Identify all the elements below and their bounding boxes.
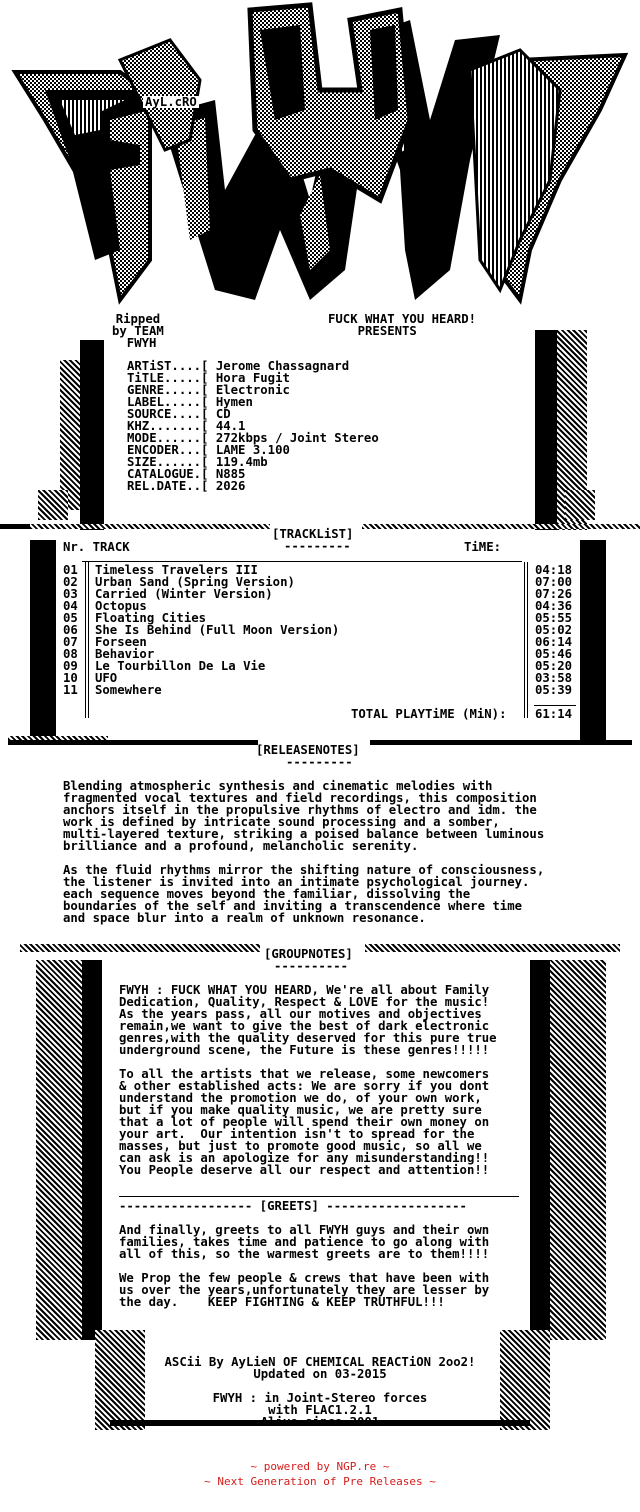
info-label: SOURCE....[: [127, 407, 209, 421]
track-name: Forseen: [95, 635, 147, 649]
greets-title: ------------------ [GREETS] -------------------: [119, 1199, 467, 1213]
logo-art: [0, 0, 640, 310]
powered-by-link[interactable]: ~ powered by NGP.re ~: [250, 1460, 390, 1473]
info-box-corner-right: [565, 490, 595, 520]
releasenotes-top-bar: [8, 740, 258, 745]
track-number: 11: [63, 683, 78, 697]
tracklist-total-rule: [534, 705, 576, 706]
track-time: 06:14: [535, 635, 573, 649]
track-list: [63, 564, 583, 696]
releasenotes-top-bar-right: [370, 740, 632, 745]
info-block: [127, 360, 379, 492]
info-label: SIZE......[: [127, 455, 209, 469]
track-name: Octopus: [95, 599, 147, 613]
track-number: 07: [63, 635, 78, 649]
updated-date: Updated on 03-2015: [253, 1367, 387, 1381]
track-name: Floating Cities: [95, 611, 207, 625]
groupnotes-title: [GROUPNOTES]: [264, 947, 353, 961]
track-number: 06: [63, 623, 78, 637]
total-playtime-value: 61:14: [535, 707, 573, 721]
ngp-tagline: ~ Next Generation of Pre Releases ~: [204, 1475, 436, 1488]
track-number: 08: [63, 647, 78, 661]
fwyh-line-3: Alive since 2001: [260, 1415, 380, 1429]
track-name: Behavior: [95, 647, 155, 661]
info-value: Jerome Chassagnard: [215, 359, 350, 373]
track-time: 07:26: [535, 587, 573, 601]
groupnotes-paragraph-2: To all the artists that we release, some newcomers & other established acts: We are sorry if you dont understand the promotion we do, of your own work, but if you make quality music, we are pretty sure that a lot of people will spend their own money on your art. Our intention isn't to spread for the masses, but just to promote good music, so all we can ask is an apologize for any misunderstanding!! You People deserve all our respect and attention!!: [119, 1067, 490, 1177]
track-number: 02: [63, 575, 78, 589]
artist-tag: AyL.cRO: [145, 95, 197, 109]
track-number: 03: [63, 587, 78, 601]
releasenotes-top-strip: [8, 736, 108, 740]
tracklist-right-border: [580, 540, 606, 740]
track-time: 03:58: [535, 671, 573, 685]
groupnotes-left-pillar: [82, 960, 102, 1340]
info-value: 272kbps / Joint Stereo: [215, 431, 379, 445]
info-value: CD: [215, 407, 231, 421]
track-row: [63, 684, 583, 696]
info-label: ARTiST....[: [127, 359, 209, 373]
track-name: Le Tourbillon De La Vie: [95, 659, 266, 673]
info-row: [127, 480, 379, 492]
info-label: CATALOGUE.[: [127, 467, 209, 481]
tracklist-top-bar-left: [0, 524, 30, 529]
info-value: N885: [215, 467, 246, 481]
tracklist-col-time: TiME:: [464, 540, 502, 554]
track-number: 01: [63, 563, 78, 577]
greets-paragraph-2: We Prop the few people & crews that have been with us over the years,unfortunately they are lesser by the day. KEEP FIGHTING & KEEP TRUTHFUL!!!: [119, 1271, 490, 1309]
track-time: 07:00: [535, 575, 573, 589]
tracklist-title-underline: ---------: [284, 539, 351, 553]
info-label: KHZ.......[: [127, 419, 209, 433]
ascii-credit: ASCii By AyLieN OF CHEMICAL REACTiON 2oo2!: [164, 1355, 476, 1369]
info-label: GENRE.....[: [127, 383, 209, 397]
track-name: UFO: [95, 671, 118, 685]
track-name: She Is Behind (Full Moon Version): [95, 623, 340, 637]
presents-label: FUCK WHAT YOU HEARD! PRESENTS: [328, 312, 477, 338]
track-row: [63, 660, 583, 672]
track-name: Somewhere: [95, 683, 162, 697]
tracklist-top-bar: [30, 524, 270, 529]
track-time: 04:36: [535, 599, 573, 613]
releasenotes-title-underline: ---------: [286, 755, 353, 769]
groupnotes-top-bar-right: [365, 944, 620, 952]
track-number: 04: [63, 599, 78, 613]
groupnotes-title-underline: ----------: [274, 959, 349, 973]
info-box-left-shade: [60, 360, 80, 510]
track-time: 04:18: [535, 563, 573, 577]
tracklist-left-border: [30, 540, 56, 740]
fwyh-line-1: FWYH : in Joint-Stereo forces: [212, 1391, 428, 1405]
groupnotes-paragraph-1: FWYH : FUCK WHAT YOU HEARD, We're all about Family Dedication, Quality, Respect & LOVE for the music! As the years pass, all our motives and objectives remain,we want to give the best of dark electronic genres,with the quality deserved for this pure true underground scene, the Future is these genres!!!!!: [119, 983, 497, 1057]
info-box-left-border: [80, 340, 104, 530]
track-number: 10: [63, 671, 78, 685]
info-box-right-border: [535, 330, 557, 530]
ripped-by-label: Ripped by TEAM FWYH: [112, 312, 164, 350]
info-label: TiTLE.....[: [127, 371, 209, 385]
track-time: 05:46: [535, 647, 573, 661]
info-label: MODE......[: [127, 431, 209, 445]
track-time: 05:39: [535, 683, 573, 697]
info-value: 119.4mb: [215, 455, 268, 469]
greets-top-rule: [119, 1196, 519, 1197]
track-time: 05:02: [535, 623, 573, 637]
releasenotes-title: [RELEASENOTES]: [256, 743, 360, 757]
info-value: 2026: [215, 479, 246, 493]
info-label: ENCODER...[: [127, 443, 209, 457]
track-name: Urban Sand (Spring Version): [95, 575, 295, 589]
groupnotes-right-pillar: [530, 960, 550, 1340]
releasenotes-paragraph-2: As the fluid rhythms mirror the shifting nature of consciousness, the listener is invited into an intimate psychological journey. each sequence moves beyond the familiar, dissolving the boundaries of the self and inviting a transcendence where time and space blur into a realm of unknown resonance.: [63, 863, 545, 925]
track-name: Carried (Winter Version): [95, 587, 273, 601]
info-value: Electronic: [215, 383, 290, 397]
groupnotes-top-bar: [20, 944, 260, 952]
info-value: LAME 3.100: [215, 443, 290, 457]
track-number: 09: [63, 659, 78, 673]
info-value: Hora Fugit: [215, 371, 290, 385]
releasenotes-paragraph-1: Blending atmospheric synthesis and cinematic melodies with fragmented vocal textures and field recordings, this composition anchors itself in the propulsive rhythms of electro and idm. the work is defined by intricate sound processing and a somber, multi-layered texture, striking a poised balance between luminous brilliance and a profound, melancholic serenity.: [63, 779, 545, 853]
tracklist-title: [TRACKLiST]: [272, 527, 354, 541]
track-time: 05:20: [535, 659, 573, 673]
fwyh-logo-graphic: [0, 0, 640, 310]
info-value: Hymen: [215, 395, 253, 409]
tracklist-header-rule: [82, 561, 522, 562]
track-number: 05: [63, 611, 78, 625]
info-label: REL.DATE..[: [127, 479, 209, 493]
info-label: LABEL.....[: [127, 395, 209, 409]
total-playtime-label: TOTAL PLAYTiME (MiN):: [351, 707, 507, 721]
greets-paragraph-1: And finally, greets to all FWYH guys and their own families, takes time and patience to go along with all of this, so the warmest greets are to them!!!!: [119, 1223, 490, 1261]
info-value: 44.1: [215, 419, 246, 433]
track-name: Timeless Travelers III: [95, 563, 258, 577]
tracklist-top-bar-right: [362, 524, 640, 529]
tracklist-col-nr: Nr. TRACK: [63, 540, 130, 554]
info-box-corner-left: [38, 490, 68, 520]
track-time: 05:55: [535, 611, 573, 625]
fwyh-line-2: with FLAC1.2.1: [268, 1403, 372, 1417]
groupnotes-right-shade: [550, 960, 606, 1340]
groupnotes-left-shade: [36, 960, 82, 1340]
